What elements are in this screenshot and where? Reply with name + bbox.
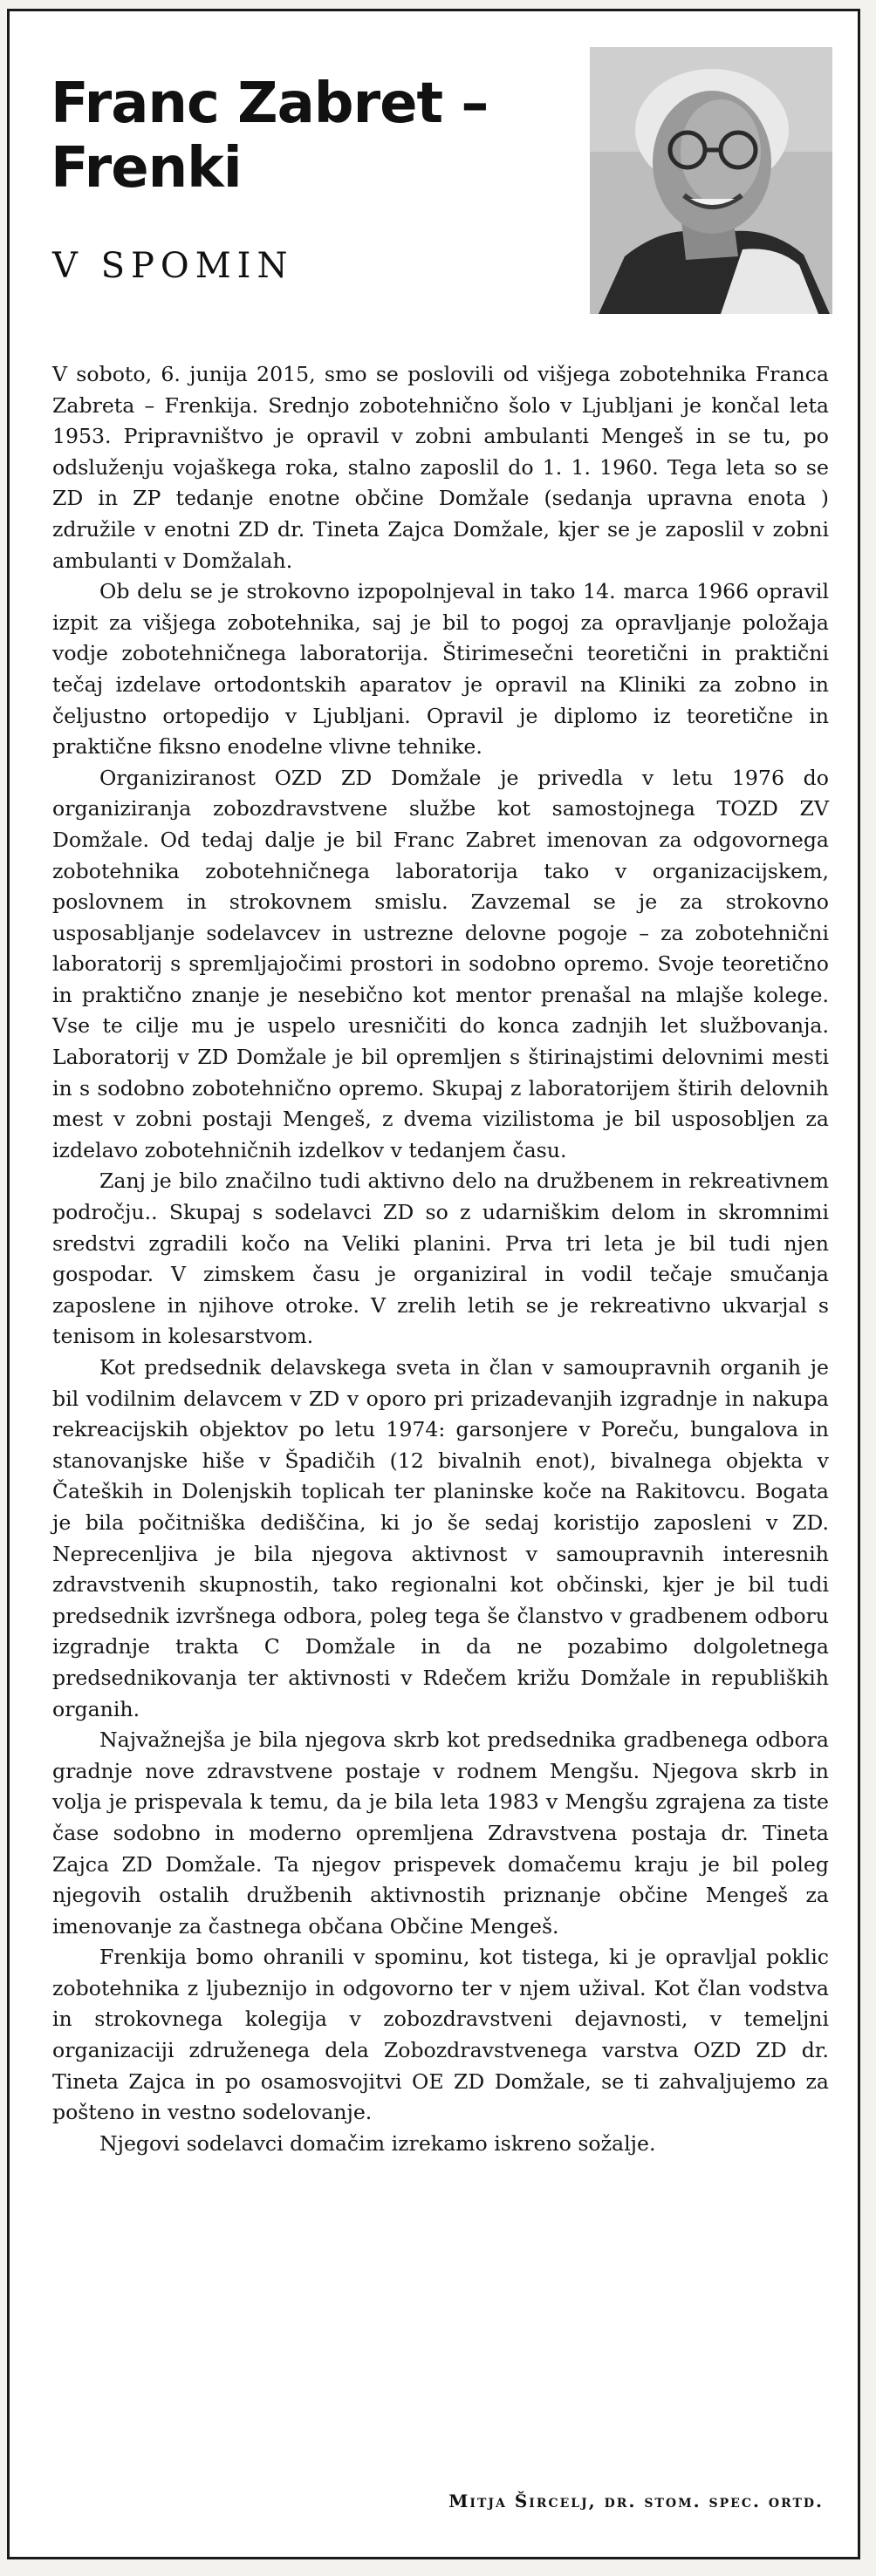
paragraph-1: V soboto, 6. junija 2015, smo se poslovili od višjega zobotehnika Franca Zabreta – Frenkija. Srednjo zobotehnično šolo v Ljubljani je končal leta 1953. Pripravništvo je opravil v zobni ambulanti Mengeš in se tu, po odsluženju vojaškega roka, stalno zaposlil do 1. 1. 1960. Tega leta so se ZD in ZP tedanje enotne občine Domžale (sedanja upravna enota ) združile v enotni ZD dr. Tineta Zajca Domžale, kjer se je zaposlil v zobni ambulanti v Domžalah. bbox=[52, 362, 829, 573]
paragraph-5: Kot predsednik delavskega sveta in član v samoupravnih organih je bil vodilnim delavcem v ZD v oporo pri prizadevanjih izgradnje in nakupa rekreacijskih objektov po letu 1974: garsonjere v Poreču, bungalova in stanovanjske hiše v Špadičih (12 bivalnih enot), bivalnega objekta v Čateških in Dolenjskih toplicah ter planinske koče na Rakitovcu. Bogata je bila počitniška dediščina, ki jo še sedaj koristijo zaposleni v ZD. Neprecenljiva je bila njegova aktivnost v samoupravnih interesnih zdravstvenih skupnostih, tako regionalni kot občinski, kjer je bil tudi predsednik izvršnega odbora, poleg tega še članstvo v gradbenem odboru izgradnje trakta C Domžale in da ne pozabimo dolgoletnega predsednikovanja ter aktivnosti v Rdečem križu Domžale in republiških organih. bbox=[52, 1355, 829, 1721]
paragraph-8: Njegovi sodelavci domačim izrekamo iskreno sožalje. bbox=[99, 2130, 656, 2156]
obituary-subtitle: V SPOMIN bbox=[52, 246, 294, 286]
paragraph-2: Ob delu se je strokovno izpopolnjeval in tako 14. marca 1966 opravil izpit za višjega zobotehnika, saj je bil to pogoj za opravljanje položaja vodje zobotehničnega laboratorija. Štirimesečni teoretični in praktični tečaj izdelave ortodontskih aparatov je opravil na Kliniki za zobno in čeljustno ortopedijo v Ljubljani. Opravil je diplomo iz teoretične in praktične fiksno enodelne vlivne tehnike. bbox=[52, 579, 829, 760]
paragraph-6: Najvažnejša je bila njegova skrb kot predsednika gradbenega odbora gradnje nove zdravstvene postaje v rodnem Mengšu. Njegova skrb in volja je prispevala k temu, da je bila leta 1983 v Mengšu zgrajena za tiste čase sodobno in moderno opremljena Zdravstvena postaja dr. Tineta Zajca ZD Domžale. Ta njegov prispevek domačemu kraju je bil poleg njegovih ostalih družbenih aktivnostih priznanje občine Mengeš za imenovanje za častnega občana Občine Mengeš. bbox=[52, 1728, 829, 1939]
obituary-body bbox=[52, 359, 829, 2159]
paragraph-7: Frenkija bomo ohranili v spominu, kot tistega, ki je opravljal poklic zobotehnika z ljubeznijo in odgovorno ter v njem užival. Kot član vodstva in strokovnega kolegija v zobozdravstveni dejavnosti, v temeljni organizaciji združenega dela Zobozdravstvenega varstva OZD ZD dr. Tineta Zajca in po osamosvojitvi OE ZD Domžale, se ti zahvaljujemo za pošteno in vestno sodelovanje. bbox=[52, 1945, 829, 2125]
paragraph-3: Organiziranost OZD ZD Domžale je privedla v letu 1976 do organiziranja zobozdravstvene službe kot samostojnega TOZD ZV Domžale. Od tedaj dalje je bil Franc Zabret imenovan za odgovornega zobotehnika zobotehničnega laboratorija tako v organizacijskem, poslovnem in strokovnem smislu. Zavzemal se je za strokovno usposabljanje sodelavcev in ustrezne delovne pogoje – za zobotehnični laboratorij s spremljajočimi prostori in sodobno opremo. Svoje teoretično in praktično znanje je nesebično kot mentor prenašal na mlajše kolege. Vse te cilje mu je uspelo uresničiti do konca zadnjih let službovanja. Laboratorij v ZD Domžale je bil opremljen s štirinajstimi delovnimi mesti in s sodobno zobotehnično opremo. Skupaj z laboratorijem štirih delovnih mest v zobni postaji Mengeš, z dvema vizilistoma je bil usposobljen za izdelavo zobotehničnih izdelkov v tedanjem času. bbox=[52, 765, 829, 1162]
obituary-title: Franc Zabret – Frenki bbox=[51, 72, 489, 201]
portrait-photo bbox=[590, 47, 832, 314]
author-signature: Mitja Šircelj, dr. stom. spec. ortd. bbox=[448, 2491, 824, 2511]
portrait-photo-icon bbox=[590, 47, 832, 314]
paragraph-4: Zanj je bilo značilno tudi aktivno delo na družbenem in rekreativnem področju.. Skupaj s sodelavci ZD so z udarniškim delom in skromnimi sredstvi zgradili kočo na Veliki planini. Prva tri leta je bil tudi njen gospodar. V zimskem času je organiziral in vodil tečaje smučanja zaposlene in njihove otroke. V zrelih letih se je rekreativno ukvarjal s tenisom in kolesarstvom. bbox=[52, 1169, 829, 1349]
